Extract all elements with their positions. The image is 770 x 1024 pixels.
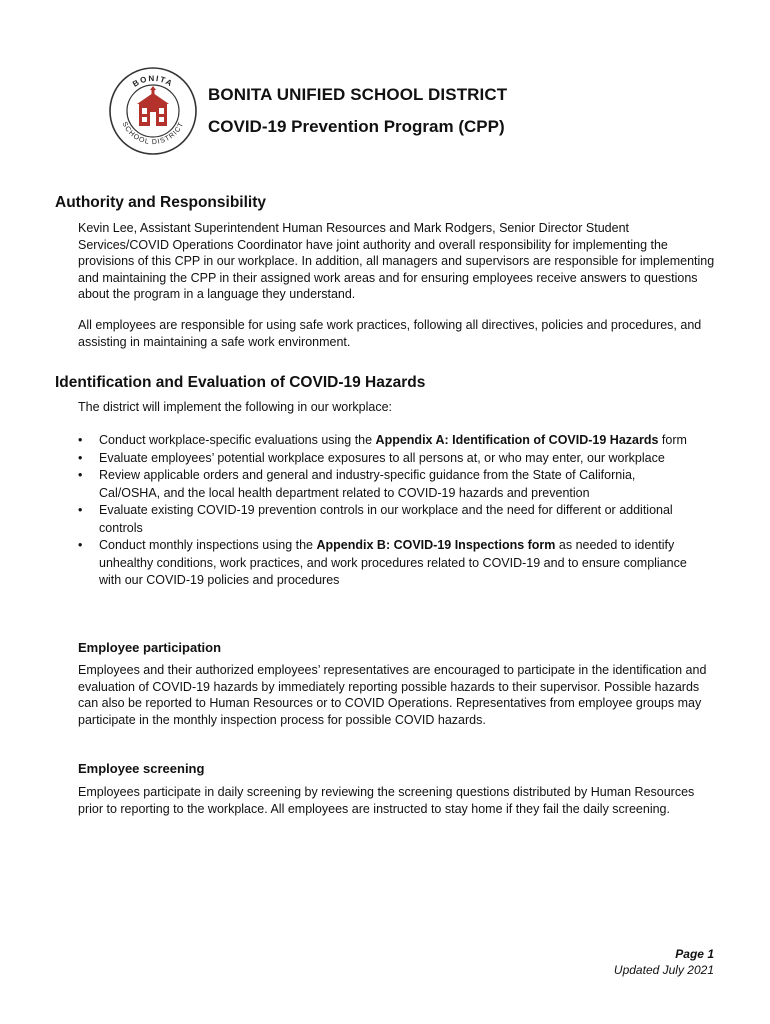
document-title: COVID-19 Prevention Program (CPP) [208,117,505,136]
organization-title: BONITA UNIFIED SCHOOL DISTRICT [208,85,508,104]
screening-paragraph: Employees participate in daily screening by reviewing the screening questions distributed by Human Resources prior to reporting to the workplace. All employees are instructed to stay home if they fail the daily screening. [78,785,695,816]
list-item-text: Conduct monthly inspections using the [99,538,317,552]
identification-heading: Identification and Evaluation of COVID-19 Hazards [55,374,426,391]
list-item [78,537,698,590]
page-number: Page 1 [675,947,714,961]
participation-heading: Employee participation [78,640,222,655]
appendix-a-reference: Appendix A: Identification of COVID-19 Hazards [375,433,659,447]
list-item-text: Review applicable orders and general and industry-specific guidance from the State of California, Cal/OSHA, and the local health department related to COVID-19 hazards and prevention [99,468,636,500]
identification-intro: The district will implement the following in our workplace: [78,400,393,414]
district-seal-logo [108,66,198,156]
page-footer [614,946,714,978]
list-item [78,450,698,468]
bullet-marker: • [78,433,83,447]
seal-text-top: BONITA [131,73,175,89]
list-item [78,467,698,502]
updated-date: Updated July 2021 [613,963,714,977]
bullet-marker: • [78,468,83,482]
seal-text-bottom: SCHOOL DISTRICT [120,120,186,147]
schoolhouse-icon [137,86,169,126]
list-item [78,502,698,537]
bullet-marker: • [78,538,83,552]
screening-heading: Employee screening [78,761,205,776]
list-item-text: as needed to identify unhealthy conditions, work practices, and work procedures related to COVID-19 and to ensure compliance with our COVID-19 policies and procedures [99,538,687,587]
authority-paragraph-2: All employees are responsible for using safe work practices, following all directives, policies and procedures, and assisting in maintaining a safe work environment. [78,318,702,349]
bullet-marker: • [78,503,83,517]
authority-paragraph-1: Kevin Lee, Assistant Superintendent Human Resources and Mark Rodgers, Senior Director Student Services/COVID Operations Coordinator have joint authority and overall responsibility for implementing the provisions of this CPP in our workplace. In addition, all managers and supervisors are responsible for implementing and maintaining the CPP in their assigned work areas and for ensuring employees receive answers to questions about the program in a language they understand. [78,221,715,301]
appendix-b-reference: Appendix B: COVID-19 Inspections form [316,538,556,552]
authority-heading: Authority and Responsibility [55,194,266,211]
list-item-text: Conduct workplace-specific evaluations using the [99,433,376,447]
participation-paragraph: Employees and their authorized employees’ representatives are encouraged to participate in the identification and evaluation of COVID-19 hazards by immediately reporting possible hazards to their supervisor. Possible hazards can also be reported to Human Resources or to COVID Operations. Representatives from employee groups may participate in the monthly inspection process for possible COVID hazards. [78,663,707,727]
list-item-text: form [658,433,687,447]
hazard-evaluation-list [78,432,698,590]
list-item-text: Evaluate employees’ potential workplace exposures to all persons at, or who may enter, our workplace [99,450,665,465]
bullet-marker: • [78,450,83,465]
list-item-text: Evaluate existing COVID-19 prevention controls in our workplace and the need for different or additional controls [99,503,673,535]
list-item [78,432,698,450]
